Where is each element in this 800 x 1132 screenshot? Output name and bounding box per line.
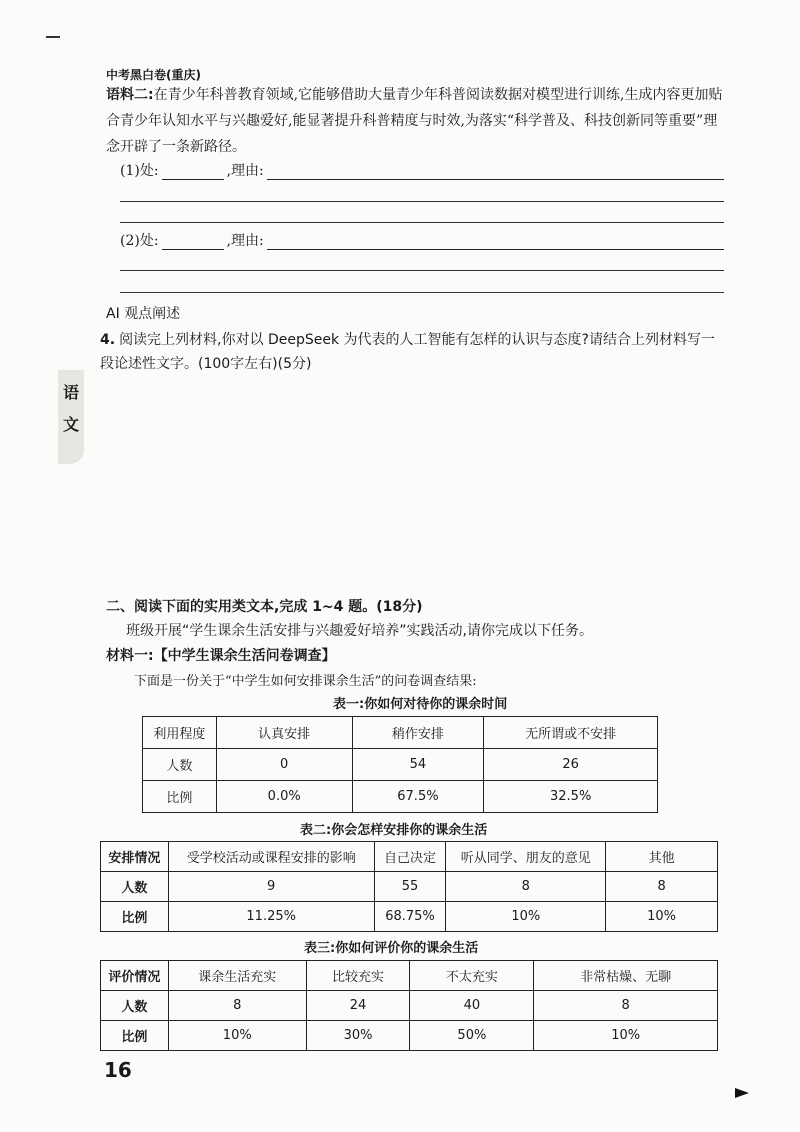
table-row — [101, 872, 718, 902]
table2 — [100, 841, 718, 932]
table3-header-cell: 不太充实 — [410, 961, 534, 991]
table1-header-cell: 稍作安排 — [352, 717, 484, 749]
table-row — [143, 781, 658, 813]
table1-header-cell: 无所谓或不安排 — [484, 717, 658, 749]
table3-cell: 50% — [410, 1021, 534, 1051]
table1-header-cell: 认真安排 — [216, 717, 352, 749]
answer2-location-blank[interactable] — [162, 233, 224, 250]
table1-cell: 32.5% — [484, 781, 658, 813]
section2-intro: 班级开展“学生课余生活安排与兴趣爱好培养”实践活动,请你完成以下任务。 — [126, 623, 593, 639]
table2-cell: 8 — [606, 872, 718, 902]
table-row — [101, 1021, 718, 1051]
table2-cell: 55 — [374, 872, 446, 902]
question-4-number: 4. — [100, 332, 116, 348]
table3 — [100, 960, 718, 1051]
table3-cell: 40 — [410, 991, 534, 1021]
next-page-arrow-icon — [735, 1088, 749, 1098]
table-row — [101, 991, 718, 1021]
table1 — [142, 716, 658, 813]
answer2-reason-blank[interactable] — [267, 233, 724, 250]
table2-caption: 表二:你会怎样安排你的课余生活 — [300, 823, 488, 838]
table3-header-cell: 比较充实 — [306, 961, 410, 991]
material2-paragraph — [106, 82, 726, 160]
section-ai-heading: AI 观点阐述 — [106, 306, 181, 322]
section2-title: 二、阅读下面的实用类文本,完成 1~4 题。(18分) — [106, 599, 423, 615]
table2-cell: 10% — [606, 902, 718, 932]
table2-header-cell: 自己决定 — [374, 842, 446, 872]
table2-cell: 比例 — [101, 902, 169, 932]
material2-label: 语料二: — [106, 87, 154, 103]
answer1-prefix: (1)处: — [120, 163, 159, 179]
table1-cell: 0 — [216, 749, 352, 781]
question-4 — [100, 328, 724, 376]
corner-mark — [46, 36, 60, 38]
table2-header-row — [101, 842, 718, 872]
table1-cell: 0.0% — [216, 781, 352, 813]
table2-cell: 9 — [168, 872, 374, 902]
table-row — [143, 749, 658, 781]
subject-tab-char1: 语 — [63, 383, 80, 402]
table2-header-cell: 听从同学、朋友的意见 — [446, 842, 606, 872]
table1-header-row — [143, 717, 658, 749]
answer2-line — [120, 230, 724, 250]
answer-rule[interactable] — [120, 201, 724, 202]
page-header: 中考黑白卷(重庆) — [106, 68, 201, 82]
table3-cell: 10% — [534, 1021, 718, 1051]
table2-cell: 人数 — [101, 872, 169, 902]
answer-rule[interactable] — [120, 222, 724, 223]
table3-caption: 表三:你如何评价你的课余生活 — [304, 941, 479, 956]
table-row — [101, 902, 718, 932]
table2-header-cell: 安排情况 — [101, 842, 169, 872]
table2-cell: 68.75% — [374, 902, 446, 932]
table1-header-cell: 利用程度 — [143, 717, 217, 749]
question-4-text: 阅读完上列材料,你对以 DeepSeek 为代表的人工智能有怎样的认识与态度?请结合上列材料写一段论述性文字。(100字左右)(5分) — [100, 332, 715, 372]
table2-cell: 11.25% — [168, 902, 374, 932]
answer2-reason-label: ,理由: — [226, 233, 264, 249]
table3-cell: 24 — [306, 991, 410, 1021]
table3-cell: 8 — [534, 991, 718, 1021]
table3-header-cell: 非常枯燥、无聊 — [534, 961, 718, 991]
table1-cell: 67.5% — [352, 781, 484, 813]
table3-cell: 30% — [306, 1021, 410, 1051]
answer1-reason-label: ,理由: — [226, 163, 264, 179]
table1-caption: 表一:你如何对待你的课余时间 — [333, 697, 508, 712]
answer-rule[interactable] — [120, 270, 724, 271]
answer-rule[interactable] — [120, 292, 724, 293]
table1-cell: 比例 — [143, 781, 217, 813]
table3-header-cell: 评价情况 — [101, 961, 169, 991]
table3-header-row — [101, 961, 718, 991]
table1-cell: 26 — [484, 749, 658, 781]
table2-cell: 8 — [446, 872, 606, 902]
page-number: 16 — [104, 1058, 132, 1082]
table3-header-cell: 课余生活充实 — [168, 961, 306, 991]
table1-cell: 人数 — [143, 749, 217, 781]
answer2-prefix: (2)处: — [120, 233, 159, 249]
table3-cell: 人数 — [101, 991, 169, 1021]
table2-cell: 10% — [446, 902, 606, 932]
table2-header-cell: 受学校活动或课程安排的影响 — [168, 842, 374, 872]
subject-tab-char2: 文 — [63, 415, 80, 434]
answer1-reason-blank[interactable] — [267, 163, 724, 180]
table3-cell: 比例 — [101, 1021, 169, 1051]
table2-header-cell: 其他 — [606, 842, 718, 872]
material1-title: 材料一:【中学生课余生活问卷调查】 — [106, 648, 336, 664]
answer1-location-blank[interactable] — [162, 163, 224, 180]
material2-text: 在青少年科普教育领域,它能够借助大量青少年科普阅读数据对模型进行训练,生成内容更加贴合青少年认知水平与兴趣爱好,能显著提升科普精度与时效,为落实“科学普及、科技创新同等重要”理念开辟了一条新路径。 — [106, 87, 723, 155]
table1-cell: 54 — [352, 749, 484, 781]
table3-cell: 8 — [168, 991, 306, 1021]
table3-cell: 10% — [168, 1021, 306, 1051]
material1-intro: 下面是一份关于“中学生如何安排课余生活”的问卷调查结果: — [134, 674, 477, 689]
answer1-line — [120, 160, 724, 180]
